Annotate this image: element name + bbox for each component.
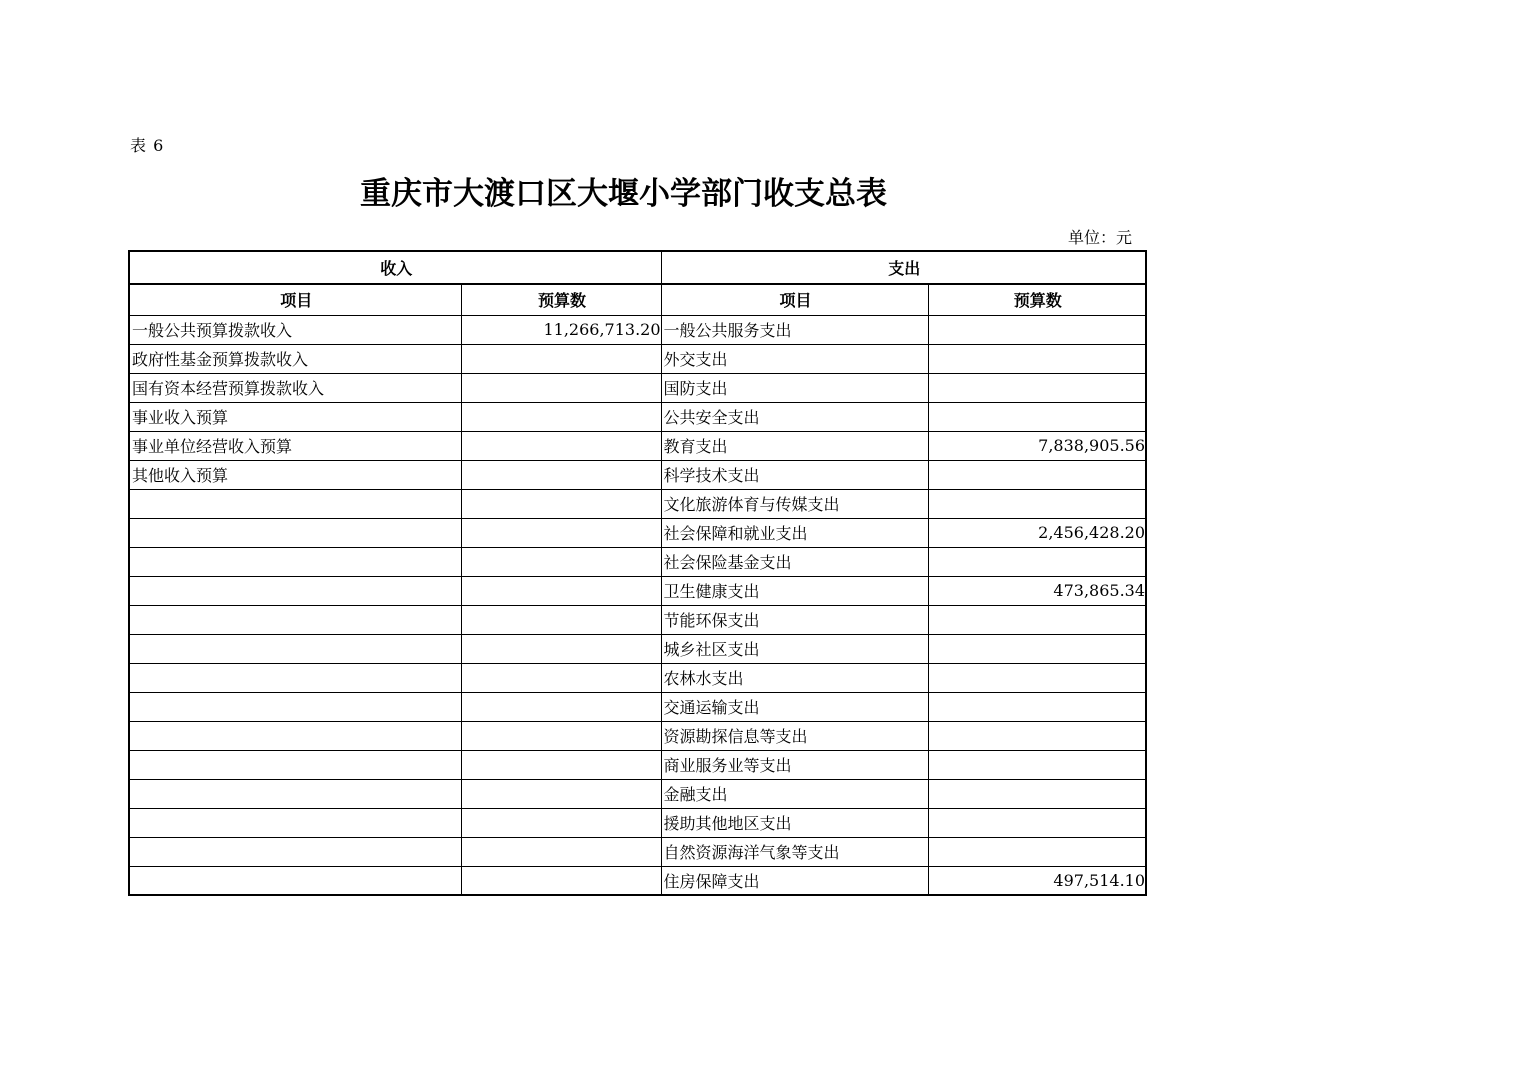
- expense-amount-cell: [928, 373, 1146, 402]
- expense-amount-cell: [928, 692, 1146, 721]
- expense-item-cell: 援助其他地区支出: [661, 808, 928, 837]
- income-amount-cell: [461, 547, 661, 576]
- table-row: [129, 460, 1146, 489]
- expense-amount-cell: [928, 634, 1146, 663]
- expense-amount-cell: [928, 315, 1146, 344]
- expense-item-cell: 公共安全支出: [661, 402, 928, 431]
- expense-amount-cell: 2,456,428.20: [928, 518, 1146, 547]
- expense-item-cell: 节能环保支出: [661, 605, 928, 634]
- income-item-cell: [129, 547, 461, 576]
- table-row: [129, 663, 1146, 692]
- table-body: [129, 315, 1146, 895]
- expense-item-cell: 一般公共服务支出: [661, 315, 928, 344]
- expense-item-cell: 商业服务业等支出: [661, 750, 928, 779]
- expense-amount-cell: 473,865.34: [928, 576, 1146, 605]
- expense-item-cell: 社会保险基金支出: [661, 547, 928, 576]
- expense-amount-cell: [928, 750, 1146, 779]
- income-amount-cell: [461, 344, 661, 373]
- income-item-cell: [129, 663, 461, 692]
- table-row: [129, 489, 1146, 518]
- table-row: [129, 547, 1146, 576]
- income-item-cell: [129, 866, 461, 895]
- expense-amount-cell: [928, 779, 1146, 808]
- expense-item-cell: 自然资源海洋气象等支出: [661, 837, 928, 866]
- expense-amount-cell: [928, 460, 1146, 489]
- income-amount-cell: [461, 489, 661, 518]
- expense-amount-cell: [928, 808, 1146, 837]
- income-amount-cell: [461, 866, 661, 895]
- expense-item-cell: 城乡社区支出: [661, 634, 928, 663]
- table-row: [129, 692, 1146, 721]
- table-row: [129, 721, 1146, 750]
- expense-amount-cell: 497,514.10: [928, 866, 1146, 895]
- expense-item-cell: 资源勘探信息等支出: [661, 721, 928, 750]
- table-row: [129, 808, 1146, 837]
- expense-amount-cell: 7,838,905.56: [928, 431, 1146, 460]
- unit-label: 单位：元: [1068, 228, 1133, 247]
- expense-amount-cell: [928, 721, 1146, 750]
- income-item-cell: 国有资本经营预算拨款收入: [129, 373, 461, 402]
- table-row: [129, 373, 1146, 402]
- income-item-cell: 一般公共预算拨款收入: [129, 315, 461, 344]
- income-item-cell: [129, 779, 461, 808]
- expense-amount-cell: [928, 344, 1146, 373]
- table-row: [129, 315, 1146, 344]
- income-amount-cell: [461, 576, 661, 605]
- income-amount-cell: [461, 431, 661, 460]
- income-item-cell: [129, 518, 461, 547]
- table-row: [129, 518, 1146, 547]
- table-column-header-row: [129, 284, 1146, 315]
- expense-amount-cell: [928, 837, 1146, 866]
- expense-item-cell: 交通运输支出: [661, 692, 928, 721]
- expense-amount-cell: [928, 605, 1146, 634]
- expense-amount-cell: [928, 489, 1146, 518]
- table-row: [129, 402, 1146, 431]
- income-item-cell: 事业收入预算: [129, 402, 461, 431]
- expense-item-cell: 文化旅游体育与传媒支出: [661, 489, 928, 518]
- expense-item-cell: 外交支出: [661, 344, 928, 373]
- page-title: 重庆市大渡口区大堰小学部门收支总表: [360, 176, 887, 212]
- income-item-cell: [129, 721, 461, 750]
- expense-amount-cell: [928, 663, 1146, 692]
- expense-item-cell: 住房保障支出: [661, 866, 928, 895]
- expense-item-header: 项目: [661, 284, 928, 315]
- income-group-header: 收入: [129, 251, 661, 284]
- income-item-cell: [129, 808, 461, 837]
- expense-item-cell: 国防支出: [661, 373, 928, 402]
- income-amount-cell: [461, 373, 661, 402]
- expense-amount-cell: [928, 547, 1146, 576]
- income-expense-table: [128, 250, 1147, 896]
- income-amount-cell: [461, 750, 661, 779]
- table-row: [129, 605, 1146, 634]
- expense-item-cell: 社会保障和就业支出: [661, 518, 928, 547]
- table-row: [129, 779, 1146, 808]
- income-item-header: 项目: [129, 284, 461, 315]
- income-amount-cell: [461, 663, 661, 692]
- income-item-cell: [129, 837, 461, 866]
- table-row: [129, 431, 1146, 460]
- expense-item-cell: 卫生健康支出: [661, 576, 928, 605]
- expense-amount-header: 预算数: [928, 284, 1146, 315]
- income-amount-header: 预算数: [461, 284, 661, 315]
- table-row: [129, 576, 1146, 605]
- income-amount-cell: [461, 692, 661, 721]
- income-amount-cell: [461, 779, 661, 808]
- expense-item-cell: 金融支出: [661, 779, 928, 808]
- expense-item-cell: 科学技术支出: [661, 460, 928, 489]
- income-item-cell: [129, 576, 461, 605]
- table-group-header-row: [129, 251, 1146, 284]
- income-amount-cell: 11,266,713.20: [461, 315, 661, 344]
- income-amount-cell: [461, 721, 661, 750]
- income-item-cell: 政府性基金预算拨款收入: [129, 344, 461, 373]
- income-item-cell: [129, 750, 461, 779]
- table-row: [129, 344, 1146, 373]
- table-row: [129, 837, 1146, 866]
- table-row: [129, 866, 1146, 895]
- income-item-cell: [129, 489, 461, 518]
- income-amount-cell: [461, 605, 661, 634]
- expense-item-cell: 农林水支出: [661, 663, 928, 692]
- income-amount-cell: [461, 402, 661, 431]
- income-amount-cell: [461, 808, 661, 837]
- income-item-cell: [129, 692, 461, 721]
- table-row: [129, 750, 1146, 779]
- expense-item-cell: 教育支出: [661, 431, 928, 460]
- income-item-cell: [129, 634, 461, 663]
- income-item-cell: [129, 605, 461, 634]
- income-item-cell: 事业单位经营收入预算: [129, 431, 461, 460]
- expense-group-header: 支出: [661, 251, 1146, 284]
- income-amount-cell: [461, 634, 661, 663]
- table-row: [129, 634, 1146, 663]
- expense-amount-cell: [928, 402, 1146, 431]
- income-amount-cell: [461, 518, 661, 547]
- table-number-label: 表 6: [130, 136, 165, 155]
- income-amount-cell: [461, 837, 661, 866]
- income-item-cell: 其他收入预算: [129, 460, 461, 489]
- income-amount-cell: [461, 460, 661, 489]
